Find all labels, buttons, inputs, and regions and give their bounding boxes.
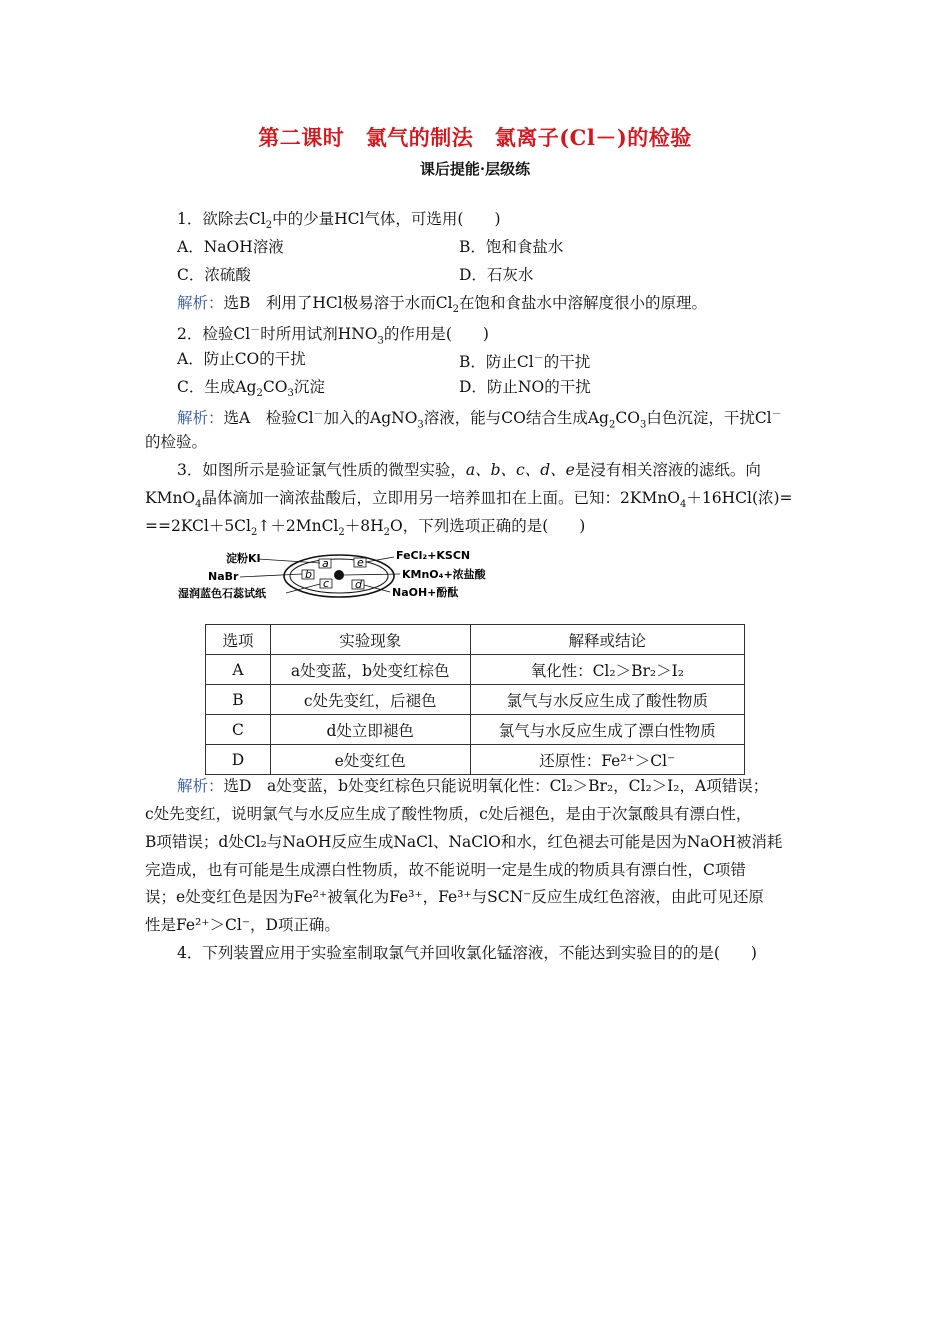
- q3-stem-line3: $==2KCl+5Cl_2↑+2MnCl_2+8H_2O$，下列选项正确的是( ): [145, 517, 586, 539]
- table-cell: 氧化性：Cl₂＞Br₂＞I₂: [470, 655, 744, 685]
- q2-option-b: B．防止Cl－的干扰: [459, 353, 591, 372]
- table-cell: C: [206, 715, 271, 745]
- paper-e-label: e: [357, 556, 364, 569]
- table-cell: 氯气与水反应生成了漂白性物质: [470, 715, 744, 745]
- q2-stem: 2．检验Cl－时所用试剂$HNO_3$的作用是( ): [177, 325, 489, 347]
- label-kmno4-hcl: KMnO₄+浓盐酸: [402, 568, 486, 581]
- q3-stem-line1: 3．如图所示是验证氯气性质的微型实验，a、b、c、d、e是浸有相关溶液的滤纸。向: [177, 461, 761, 479]
- leader-a: [258, 559, 320, 563]
- table-row: [206, 715, 745, 745]
- q3-answer-line1: 解析：选D a处变蓝，b处变红棕色只能说明氧化性：Cl₂＞Br₂，Cl₂＞I₂，A项错误；: [177, 777, 769, 795]
- page-subtitle: 课后提能·层级练: [419, 160, 531, 178]
- label-fecl2-kscn: FeCl₂+KSCN: [396, 549, 471, 562]
- table-cell: 氯气与水反应生成了酸性物质: [470, 685, 744, 715]
- label-naoh-phenolphthalein: NaOH+酚酞: [392, 586, 459, 599]
- table-cell: e处变红色: [270, 745, 470, 775]
- label-nabr: NaBr: [208, 570, 239, 583]
- q3-answer-line2: c处先变红，说明氯气与水反应生成了酸性物质，c处后褪色，是由于次氯酸具有漂白性，: [145, 805, 752, 823]
- paper-b-label: b: [305, 568, 312, 581]
- answer-label: 解析：: [177, 294, 224, 312]
- q1-option-b: B．饱和食盐水: [459, 238, 564, 256]
- q1-option-d: D．石灰水: [459, 266, 534, 284]
- leader-center: [344, 574, 400, 575]
- q4-stem: 4．下列装置应用于实验室制取氯气并回收氯化锰溶液，不能达到实验目的的是( ): [177, 944, 757, 962]
- label-starch-ki: 淀粉KI: [226, 552, 261, 565]
- table-header: 解释或结论: [470, 625, 744, 655]
- table-header: 实验现象: [270, 625, 470, 655]
- table-row: [206, 685, 745, 715]
- q1-option-c: C．浓硫酸: [177, 266, 251, 284]
- q1-stem: 1．欲除去$Cl_2$中的少量HCl气体，可选用( ): [177, 210, 501, 232]
- q3-options-table: [205, 624, 745, 775]
- q2-option-a: A．防止CO的干扰: [177, 350, 306, 368]
- petri-dish-diagram: [178, 549, 498, 605]
- leader-b: [240, 574, 302, 577]
- q3-answer-line3: B项错误；d处Cl₂与NaOH反应生成NaCl、NaClO和水，红色褪去可能是因为NaOH被消耗: [145, 833, 783, 851]
- table-cell: d处立即褪色: [270, 715, 470, 745]
- q2-answer: 解析：选A 检验Cl－加入的AgNO$_3$溶液，能与CO结合生成$Ag_2CO_3$白色沉淀，干扰Cl－: [177, 409, 782, 431]
- q3-answer-line4: 完造成，也有可能是生成漂白性物质，故不能说明一定是生成的物质具有漂白性，C项错: [145, 861, 746, 879]
- q2-answer-cont: 的检验。: [145, 433, 208, 451]
- table-cell: B: [206, 685, 271, 715]
- paper-c-label: c: [323, 577, 330, 590]
- q2-option-d: D．防止NO的干扰: [459, 378, 591, 396]
- page-title: 第二课时 氯气的制法 氯离子(Cl－)的检验: [258, 125, 692, 150]
- q3-stem-line2: KMnO$_4$晶体滴加一滴浓盐酸后，立即用另一培养皿扣在上面。已知：2KMnO$_4$＋16HCl(浓)=: [145, 489, 793, 511]
- table-row: [206, 745, 745, 775]
- answer-label: 解析：: [177, 777, 224, 795]
- q3-answer-line5: 误；e处变红色是因为Fe²⁺被氧化为Fe³⁺，Fe³⁺与SCN⁻反应生成红色溶液，由此可见还原: [145, 888, 764, 906]
- table-row: [206, 655, 745, 685]
- table-header-row: [206, 625, 745, 655]
- table-cell: D: [206, 745, 271, 775]
- table-cell: a处变蓝，b处变红棕色: [270, 655, 470, 685]
- q1-option-a: A．NaOH溶液: [177, 238, 284, 256]
- kmno4-crystal: [334, 570, 344, 580]
- table-cell: c处先变红，后褪色: [270, 685, 470, 715]
- label-litmus-paper: 湿润蓝色石蕊试纸: [178, 587, 266, 600]
- q2-option-c: C．生成$Ag_2CO_3$沉淀: [177, 378, 325, 400]
- table-header: 选项: [206, 625, 271, 655]
- paper-d-label: d: [355, 578, 362, 591]
- table-cell: 还原性：Fe²⁺＞Cl⁻: [470, 745, 744, 775]
- table-cell: A: [206, 655, 271, 685]
- paper-a-label: a: [322, 557, 329, 570]
- q3-answer-line6: 性是Fe²⁺＞Cl⁻，D项正确。: [145, 916, 340, 934]
- answer-label: 解析：: [177, 409, 224, 428]
- q1-answer: 解析：选B 利用了HCl极易溶于水而$Cl_2$在饱和食盐水中溶解度很小的原理。: [177, 294, 707, 316]
